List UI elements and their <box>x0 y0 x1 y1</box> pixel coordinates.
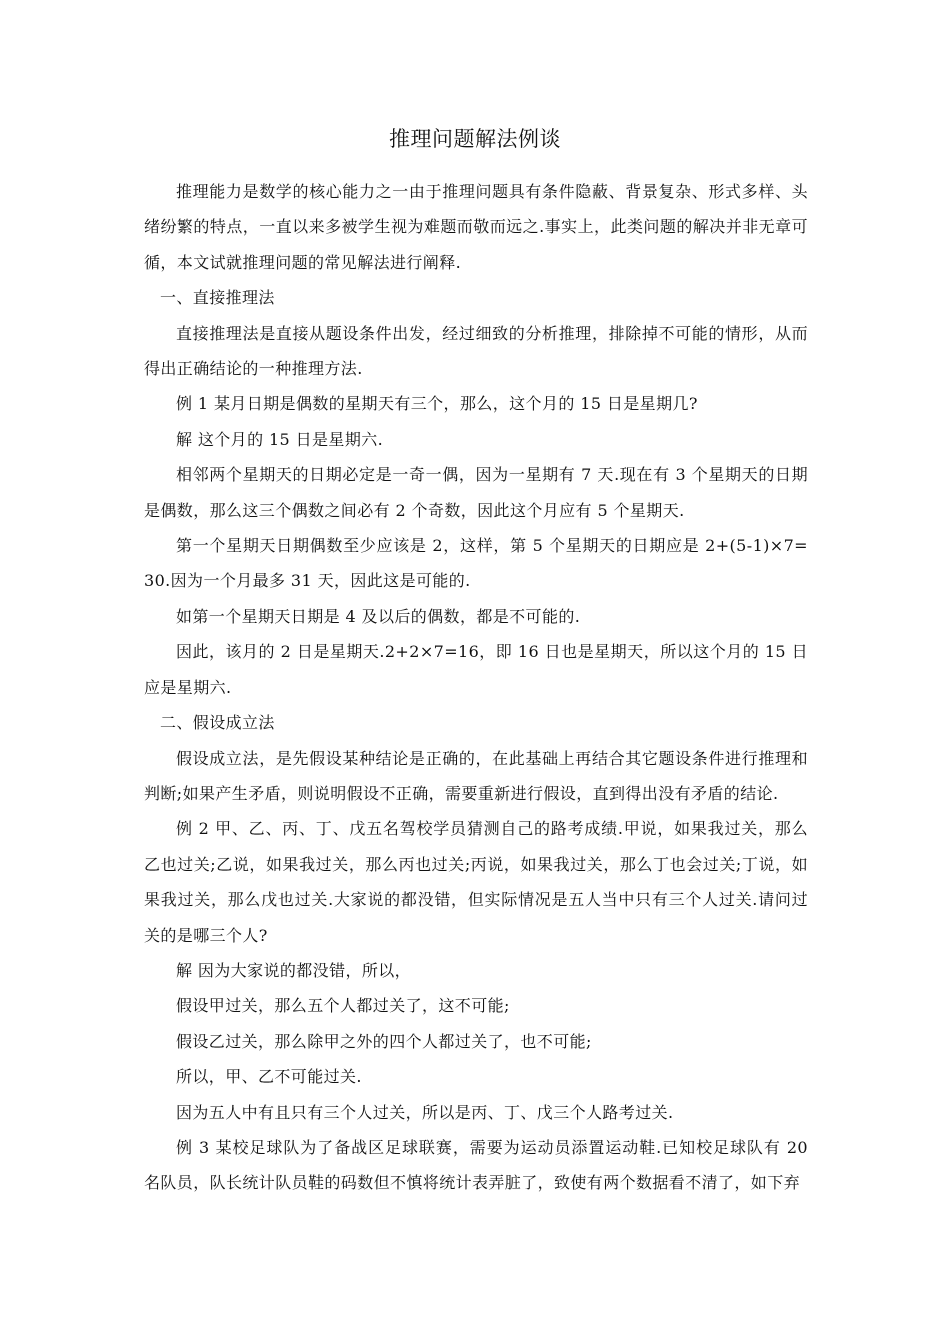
example-3-question: 例 3 某校足球队为了备战区足球联赛，需要为运动员添置运动鞋.已知校足球队有 20 名队员，队长统计队员鞋的码数但不慎将统计表弄脏了，致使有两个数据看不清了，如下弃 <box>144 1137 808 1193</box>
example-2-question: 例 2 甲、乙、丙、丁、戊五名驾校学员猜测自己的路考成绩.甲说，如果我过关，那么乙也过关;乙说，如果我过关，那么丙也过关;丙说，如果我过关，那么丁也会过关;丁说，如果我过关，那么戊也过关.大家说的都没错，但实际情况是五人当中只有三个人过关.请问过关的是哪三个人? <box>144 819 808 945</box>
solution-paragraph: 所以，甲、乙不可能过关. <box>176 1067 362 1087</box>
section-heading-assumption: 二、假设成立法 <box>160 713 275 733</box>
solution-paragraph: 因为五人中有且只有三个人过关，所以是丙、丁、戊三个人路考过关. <box>176 1102 674 1122</box>
example-1-question: 例 1 某月日期是偶数的星期天有三个，那么，这个月的 15 日是星期几? <box>176 394 698 414</box>
example-1-answer: 解 这个月的 15 日是星期六. <box>176 429 384 449</box>
solution-paragraph: 假设甲过关，那么五个人都过关了，这不可能; <box>176 996 510 1016</box>
solution-paragraph: 如第一个星期天日期是 4 及以后的偶数，都是不可能的. <box>176 606 581 626</box>
intro-paragraph: 推理能力是数学的核心能力之一由于推理问题具有条件隐蔽、背景复杂、形式多样、头绪纷繁的特点，一直以来多被学生视为难题而敬而远之.事实上，此类问题的解决并非无章可循，本文试就推理问题的常见解法进行阐释. <box>144 182 808 272</box>
section-description: 直接推理法是直接从题设条件出发，经过细致的分析推理，排除掉不可能的情形，从而得出正确结论的一种推理方法. <box>144 323 808 379</box>
solution-paragraph: 因此，该月的 2 日是星期天.2+2×7=16，即 16 日也是星期天，所以这个月的 15 日应是星期六. <box>144 642 808 697</box>
solution-paragraph: 相邻两个星期天的日期必定是一奇一偶，因为一星期有 7 天.现在有 3 个星期天的日期是偶数，那么这三个偶数之间必有 2 个奇数，因此这个月应有 5 个星期天. <box>144 465 808 520</box>
document-title: 推理问题解法例谈 <box>389 127 561 151</box>
section-heading-direct-reasoning: 一、直接推理法 <box>160 288 275 308</box>
solution-paragraph: 假设乙过关，那么除甲之外的四个人都过关了，也不可能; <box>176 1031 592 1051</box>
example-2-answer: 解 因为大家说的都没错，所以， <box>176 960 412 980</box>
section-description: 假设成立法，是先假设某种结论是正确的，在此基础上再结合其它题设条件进行推理和判断;如果产生矛盾，则说明假设不正确，需要重新进行假设，直到得出没有矛盾的结论. <box>144 748 808 803</box>
solution-paragraph: 第一个星期天日期偶数至少应该是 2，这样，第 5 个星期天的日期应是 2+(5-1)×7= 30.因为一个月最多 31 天，因此这是可能的. <box>144 536 808 591</box>
document-body <box>144 174 808 1201</box>
